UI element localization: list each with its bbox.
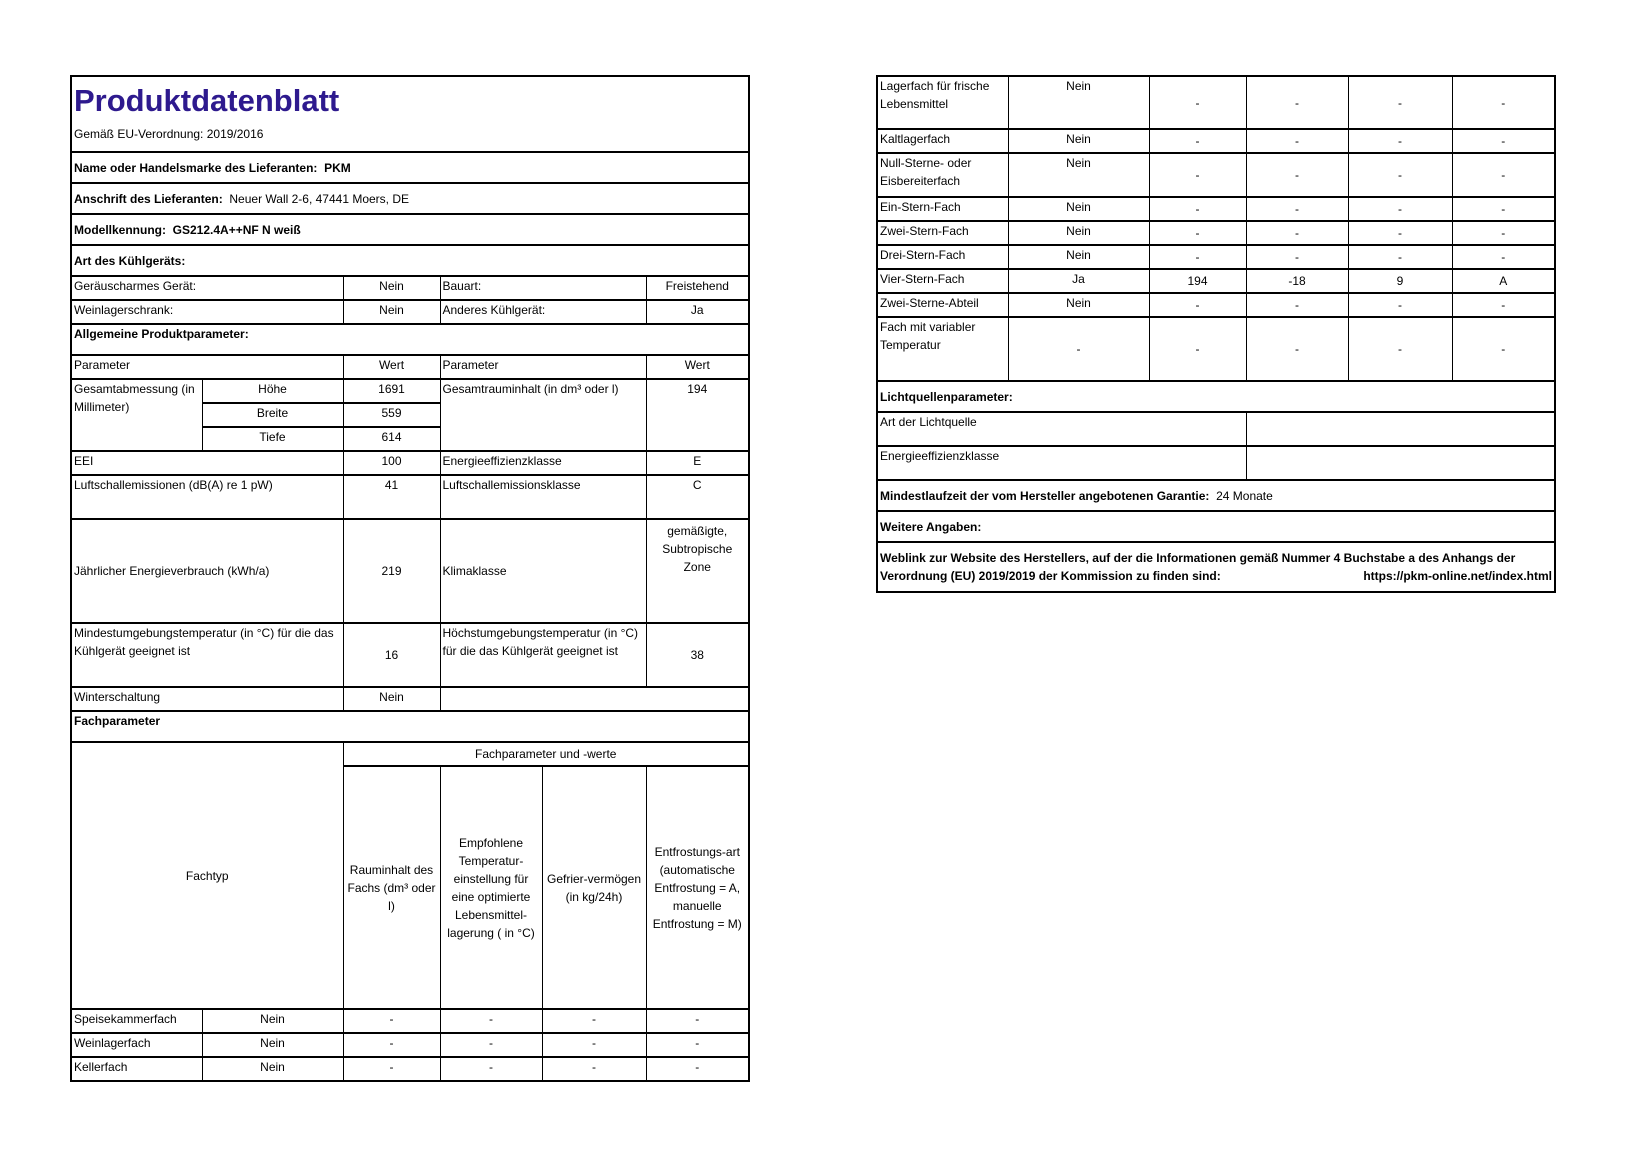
compartment-group-header: Fachparameter und -werte <box>343 742 749 766</box>
col-temp-header: Empfohlene Temperatur-einstellung für eine optimierte Lebensmittel-lagerung ( in °C) <box>440 766 542 1009</box>
compartment-defrost: - <box>1452 317 1555 381</box>
table-row <box>71 1057 749 1081</box>
warranty-row <box>877 480 1555 511</box>
compartment-volume: - <box>1149 317 1246 381</box>
compartment-present: Nein <box>1008 129 1149 153</box>
compartment-present: - <box>1008 317 1149 381</box>
compartment-volume: 194 <box>1149 269 1246 293</box>
compartment-defrost: - <box>646 1033 749 1057</box>
compartment-name: Zwei-Sterne-Abteil <box>877 293 1008 317</box>
warranty-value: 24 Monate <box>1216 488 1273 503</box>
compartment-freeze: - <box>1348 317 1452 381</box>
value-header: Wert <box>343 355 440 379</box>
light-energy-class-label: Energieeffizienzklasse <box>877 446 1246 480</box>
winter-label: Winterschaltung <box>71 687 343 711</box>
page-title: Produktdatenblatt <box>74 83 340 118</box>
compartment-present: Nein <box>1008 221 1149 245</box>
weblink-url[interactable]: https://pkm-online.net/index.html <box>1363 569 1552 583</box>
weblink-row <box>877 542 1555 592</box>
compartment-freeze: - <box>542 1057 646 1081</box>
table-row <box>877 245 1555 269</box>
compartment-volume: - <box>1149 221 1246 245</box>
winter-empty <box>440 687 749 711</box>
compartment-temp: - <box>1246 197 1348 221</box>
noise-label: Luftschallemissionen (dB(A) re 1 pW) <box>71 475 343 519</box>
table-row <box>877 317 1555 381</box>
compartment-defrost: - <box>1452 293 1555 317</box>
compartment-defrost: - <box>646 1057 749 1081</box>
value-header-2: Wert <box>646 355 749 379</box>
model-value: GS212.4A++NF N weiß <box>172 222 301 237</box>
compartment-temp: - <box>1246 76 1348 129</box>
energy-consumption-label: Jährlicher Energieverbrauch (kWh/a) <box>71 519 343 623</box>
compartment-volume: - <box>343 1009 440 1033</box>
compartment-freeze: - <box>1348 293 1452 317</box>
compartment-freeze: - <box>1348 245 1452 269</box>
compartment-present: Nein <box>1008 245 1149 269</box>
table-row <box>71 1009 749 1033</box>
build-label: Bauart: <box>440 276 646 300</box>
table-row <box>877 197 1555 221</box>
compartment-volume: - <box>343 1033 440 1057</box>
compartment-freeze: - <box>1348 153 1452 197</box>
compartment-temp: - <box>1246 293 1348 317</box>
compartment-temp: - <box>1246 221 1348 245</box>
compartment-present: Ja <box>1008 269 1149 293</box>
supplier-name-row <box>71 152 749 183</box>
supplier-address-row <box>71 183 749 214</box>
light-source-heading: Lichtquellenparameter: <box>877 381 1555 412</box>
compartment-volume: - <box>1149 293 1246 317</box>
product-datasheet-right <box>876 75 1556 593</box>
table-row <box>877 293 1555 317</box>
compartment-name: Null-Sterne- oder Eisbereiterfach <box>877 153 1008 197</box>
supplier-name-value: PKM <box>324 160 351 175</box>
header-cell <box>71 76 749 152</box>
compartment-freeze: - <box>1348 221 1452 245</box>
supplier-address-label: Anschrift des Lieferanten: <box>74 191 223 206</box>
width-value: 559 <box>343 403 440 427</box>
eei-value: 100 <box>343 451 440 475</box>
table-row <box>877 221 1555 245</box>
compartment-freeze: - <box>1348 197 1452 221</box>
compartment-defrost: - <box>1452 153 1555 197</box>
regulation-text: Gemäß EU-Verordnung: 2019/2016 <box>74 127 264 141</box>
compartment-defrost: - <box>1452 245 1555 269</box>
low-noise-label: Geräuscharmes Gerät: <box>71 276 343 300</box>
other-device-label: Anderes Kühlgerät: <box>440 300 646 324</box>
energy-class-label: Energieeffizienzklasse <box>440 451 646 475</box>
compartment-freeze: 9 <box>1348 269 1452 293</box>
compartment-name: Vier-Stern-Fach <box>877 269 1008 293</box>
right-compartment-rows <box>877 76 1555 381</box>
compartment-present: Nein <box>202 1057 343 1081</box>
left-compartment-rows <box>71 1009 749 1081</box>
supplier-name-label: Name oder Handelsmarke des Lieferanten: <box>74 160 318 175</box>
depth-label: Tiefe <box>202 427 343 451</box>
col-freeze-header: Gefrier-vermögen (in kg/24h) <box>542 766 646 1009</box>
general-params-heading: Allgemeine Produktparameter: <box>71 324 749 355</box>
climate-class-label: Klimaklasse <box>440 519 646 623</box>
compartment-name: Drei-Stern-Fach <box>877 245 1008 269</box>
low-noise-value: Nein <box>343 276 440 300</box>
compartment-present: Nein <box>202 1033 343 1057</box>
compartment-defrost: - <box>1452 197 1555 221</box>
min-temp-value: 16 <box>343 623 440 687</box>
energy-class-value: E <box>646 451 749 475</box>
wine-cabinet-label: Weinlagerschrank: <box>71 300 343 324</box>
volume-label: Gesamtrauminhalt (in dm³ oder l) <box>440 379 646 451</box>
light-type-label: Art der Lichtquelle <box>877 412 1246 446</box>
col-volume-header: Rauminhalt des Fachs (dm³ oder l) <box>343 766 440 1009</box>
compartment-volume: - <box>1149 153 1246 197</box>
product-datasheet-left <box>70 75 750 1082</box>
compartment-present: Nein <box>1008 153 1149 197</box>
compartment-volume: - <box>1149 129 1246 153</box>
param-header-2: Parameter <box>440 355 646 379</box>
compartment-present: Nein <box>1008 293 1149 317</box>
climate-class-value: gemäßigte, Subtropische Zone <box>646 519 749 623</box>
table-row <box>71 1033 749 1057</box>
build-value: Freistehend <box>646 276 749 300</box>
supplier-address-value: Neuer Wall 2-6, 47441 Moers, DE <box>229 191 410 206</box>
compartment-heading: Fachparameter <box>71 711 749 742</box>
light-energy-class-value <box>1246 446 1555 480</box>
compartment-temp: - <box>1246 317 1348 381</box>
further-info-heading: Weitere Angaben: <box>877 511 1555 542</box>
compartment-temp: - <box>1246 153 1348 197</box>
col-defrost-header: Entfrostungs-art (automatische Entfrostung = A, manuelle Entfrostung = M) <box>646 766 749 1009</box>
height-value: 1691 <box>343 379 440 403</box>
compartment-name: Zwei-Stern-Fach <box>877 221 1008 245</box>
compartment-freeze: - <box>1348 129 1452 153</box>
compartment-freeze: - <box>1348 76 1452 129</box>
compartment-volume: - <box>1149 245 1246 269</box>
compartment-freeze: - <box>542 1033 646 1057</box>
min-temp-label: Mindestumgebungstemperatur (in °C) für die das Kühlgerät geeignet ist <box>71 623 343 687</box>
compartment-temp: - <box>440 1033 542 1057</box>
model-label: Modellkennung: <box>74 222 166 237</box>
compartment-name: Weinlagerfach <box>71 1033 202 1057</box>
eei-label: EEI <box>71 451 343 475</box>
warranty-label: Mindestlaufzeit der vom Hersteller angebotenen Garantie: <box>880 488 1210 503</box>
volume-value: 194 <box>646 379 749 451</box>
compartment-defrost: - <box>1452 76 1555 129</box>
compartment-freeze: - <box>542 1009 646 1033</box>
param-header: Parameter <box>71 355 343 379</box>
compartment-present: Nein <box>1008 76 1149 129</box>
compartment-volume: - <box>1149 197 1246 221</box>
wine-cabinet-value: Nein <box>343 300 440 324</box>
noise-class-label: Luftschallemissionsklasse <box>440 475 646 519</box>
table-row <box>877 129 1555 153</box>
compartment-temp: -18 <box>1246 269 1348 293</box>
width-label: Breite <box>202 403 343 427</box>
compartment-temp: - <box>1246 245 1348 269</box>
compartment-name: Ein-Stern-Fach <box>877 197 1008 221</box>
table-row <box>877 153 1555 197</box>
model-row <box>71 214 749 245</box>
light-type-value <box>1246 412 1555 446</box>
compartment-present: Nein <box>1008 197 1149 221</box>
compartment-defrost: - <box>1452 221 1555 245</box>
winter-value: Nein <box>343 687 440 711</box>
compartment-defrost: - <box>1452 129 1555 153</box>
compartment-name: Speisekammerfach <box>71 1009 202 1033</box>
compartment-type-header: Fachtyp <box>71 742 343 1009</box>
compartment-name: Fach mit variabler Temperatur <box>877 317 1008 381</box>
compartment-defrost: A <box>1452 269 1555 293</box>
compartment-name: Lagerfach für frische Lebensmittel <box>877 76 1008 129</box>
table-row <box>877 269 1555 293</box>
compartment-present: Nein <box>202 1009 343 1033</box>
compartment-name: Kaltlagerfach <box>877 129 1008 153</box>
compartment-temp: - <box>440 1057 542 1081</box>
energy-consumption-value: 219 <box>343 519 440 623</box>
noise-value: 41 <box>343 475 440 519</box>
weblink-label: Weblink zur Website des Herstellers, auf der die Informationen gemäß Nummer 4 Buchstabe a des Anhangs der Verordnung (EU) 2019/2019 der Kommission zu finden sind: <box>880 551 1516 583</box>
depth-value: 614 <box>343 427 440 451</box>
compartment-volume: - <box>1149 76 1246 129</box>
table-row <box>877 76 1555 129</box>
device-type-heading: Art des Kühlgeräts: <box>71 245 749 276</box>
height-label: Höhe <box>202 379 343 403</box>
max-temp-label: Höchstumgebungstemperatur (in °C) für die das Kühlgerät geeignet ist <box>440 623 646 687</box>
other-device-value: Ja <box>646 300 749 324</box>
compartment-temp: - <box>440 1009 542 1033</box>
max-temp-value: 38 <box>646 623 749 687</box>
dimensions-label: Gesamtabmessung (in Millimeter) <box>71 379 202 451</box>
compartment-temp: - <box>1246 129 1348 153</box>
compartment-volume: - <box>343 1057 440 1081</box>
compartment-name: Kellerfach <box>71 1057 202 1081</box>
noise-class-value: C <box>646 475 749 519</box>
compartment-defrost: - <box>646 1009 749 1033</box>
